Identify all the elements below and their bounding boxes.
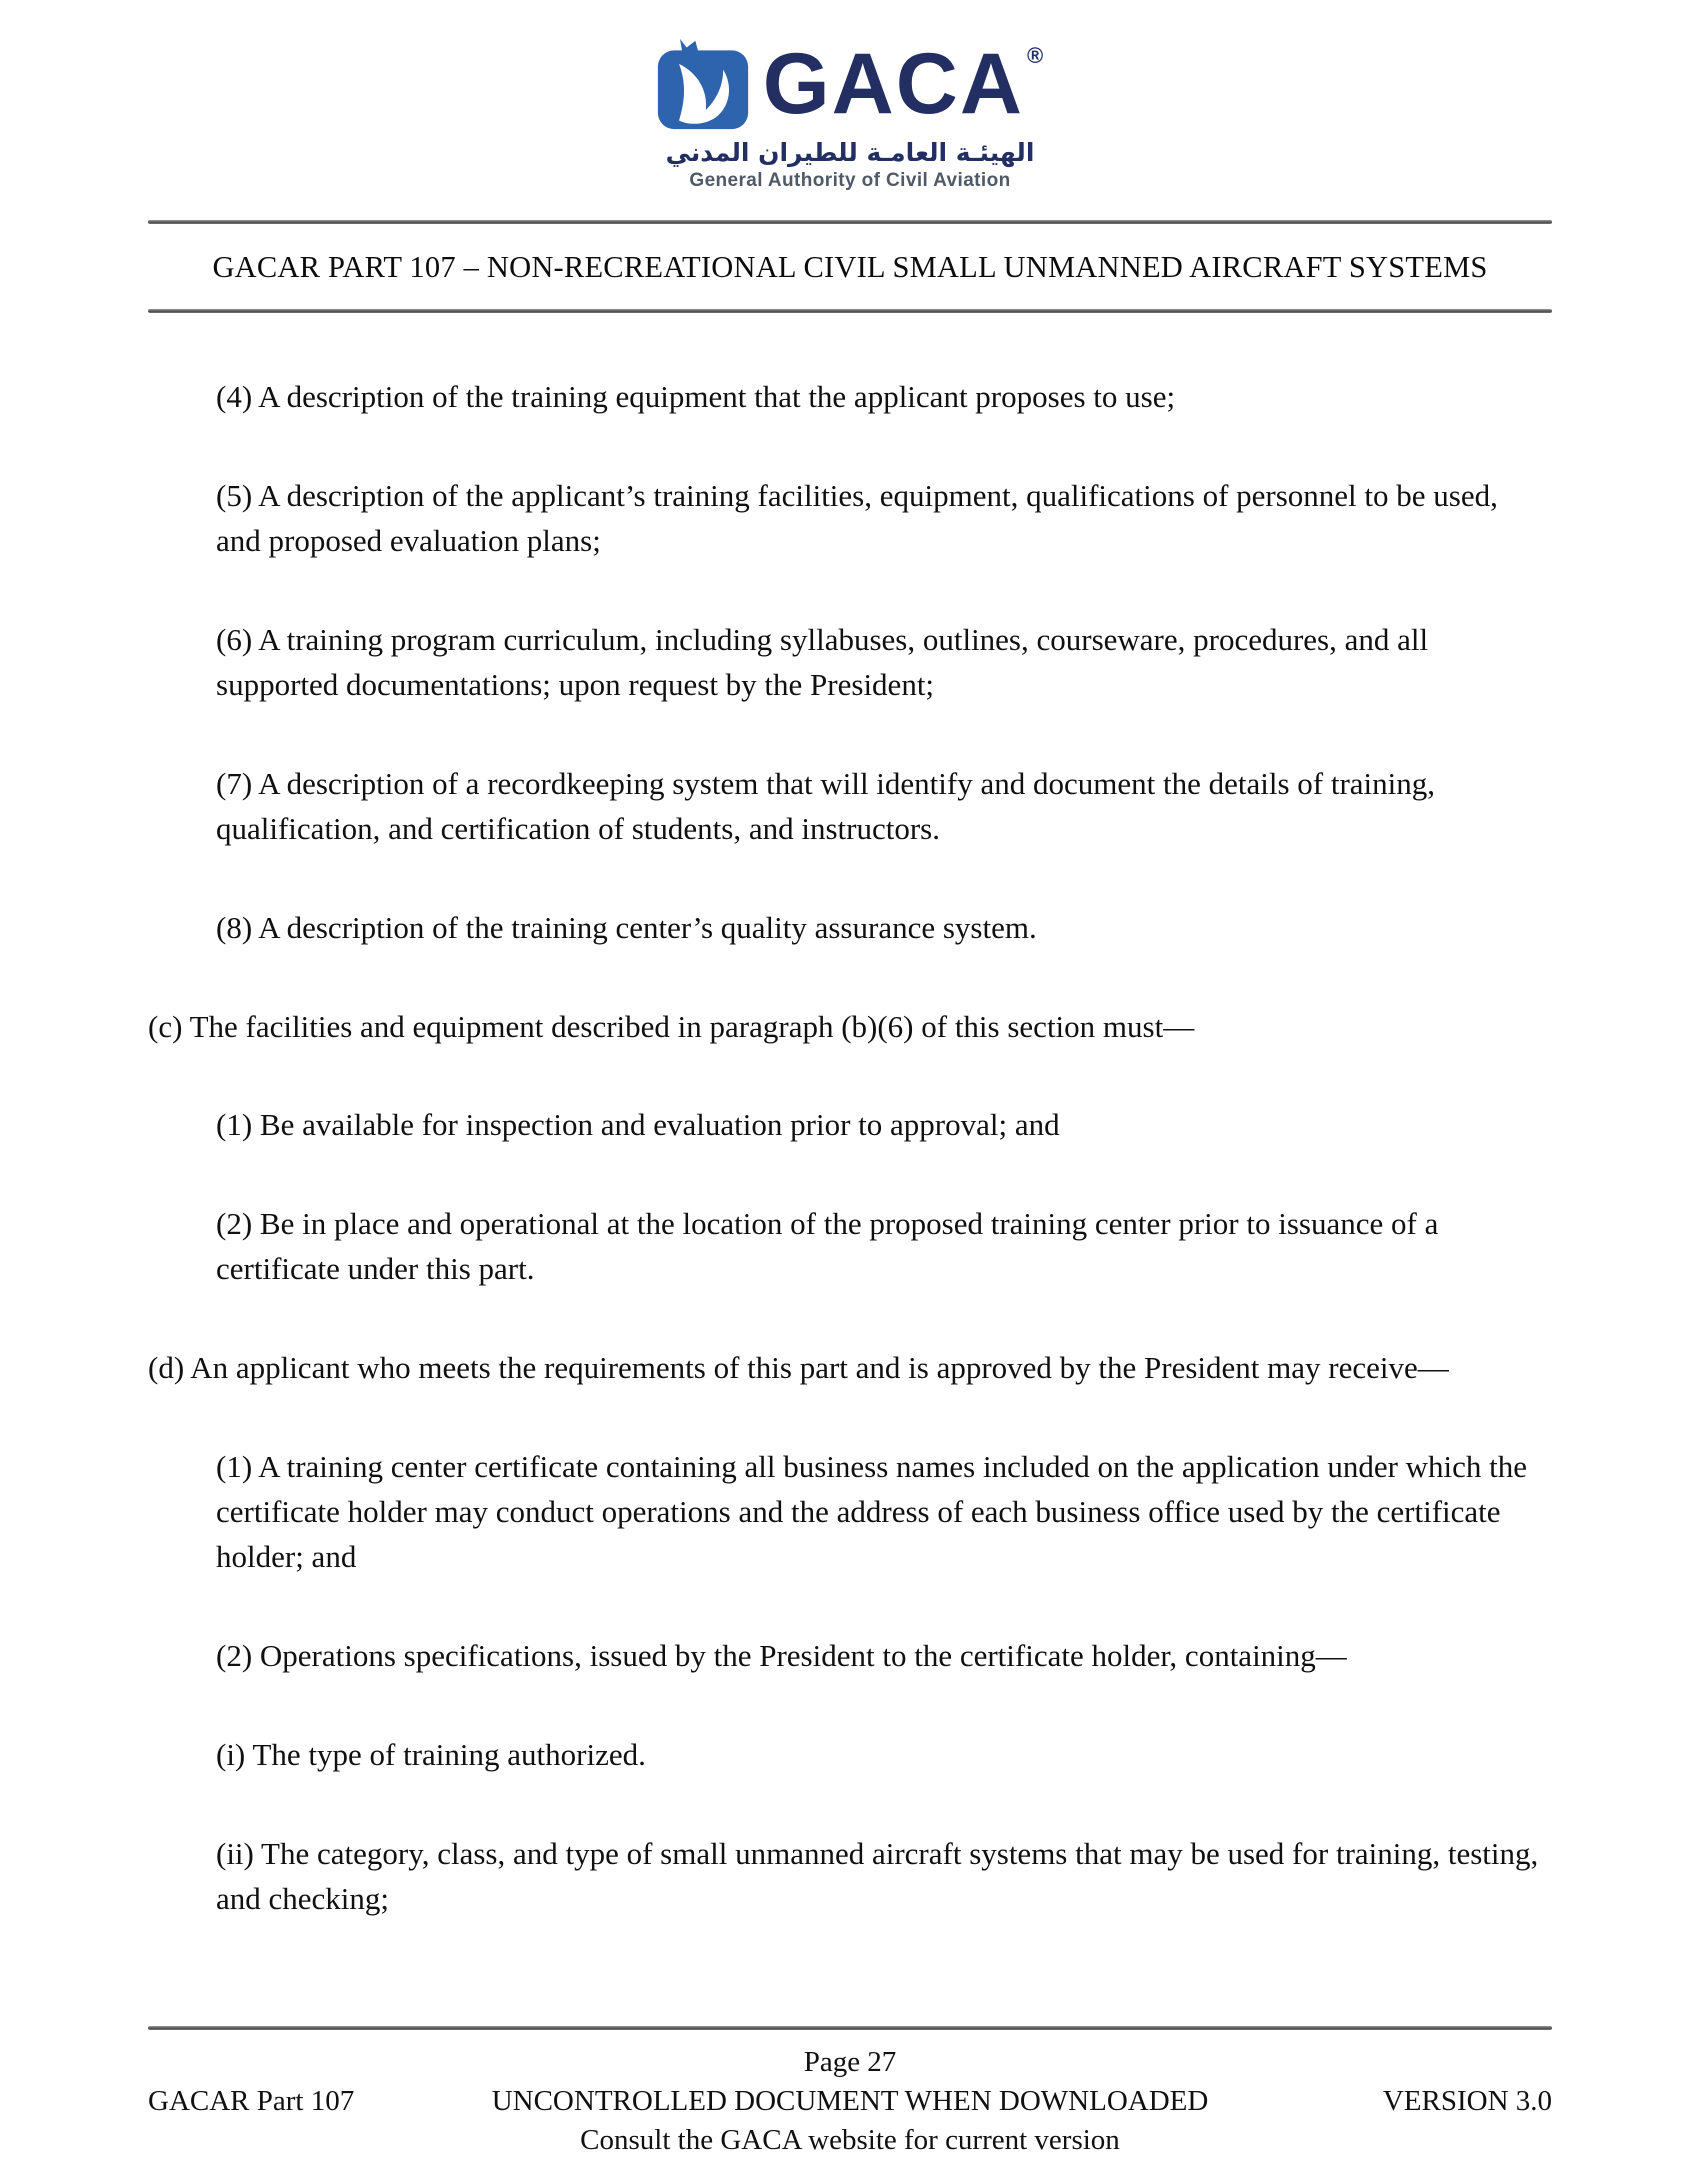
paragraph: (1) Be available for inspection and evaluation prior to approval; and [216,1107,1060,1143]
paragraph: (4) A description of the training equipment that the applicant proposes to use; [216,379,1176,414]
footer-note: Consult the GACA website for current version [580,2124,1120,2156]
footer-doc-id: GACAR Part 107 [148,2085,355,2117]
paragraph: (7) A description of a recordkeeping system that will identify and document the details of training, qualification, and certification of students, and instructors. [216,765,1436,846]
paragraph: (i) The type of training authorized. [216,1736,646,1772]
footer-version: VERSION 3.0 [1382,2085,1553,2117]
paragraph: (c) The facilities and equipment described in paragraph (b)(6) of this section must— [148,1008,1195,1044]
paragraph: (d) An applicant who meets the requirements of this part and is approved by the President may receive— [148,1350,1449,1386]
document-title: GACAR PART 107 – NON-RECREATIONAL CIVIL SMALL UNMANNED AIRCRAFT SYSTEMS [212,250,1488,284]
registered-mark: ® [1027,43,1046,68]
brand-wordmark: GACA [762,36,1024,132]
header-rule-bottom [148,309,1552,313]
gaca-english-name: General Authority of Civil Aviation [689,170,1011,191]
paragraph: (2) Operations specifications, issued by the President to the certificate holder, containing— [216,1638,1347,1673]
paragraph: (2) Be in place and operational at the location of the proposed training center prior to issuance of a certificate under this part. [216,1206,1439,1287]
paragraph: (5) A description of the applicant’s training facilities, equipment, qualifications of personnel to be used, and proposed evaluation plans; [216,477,1498,558]
paragraph: (1) A training center certificate containing all business names included on the application under which the certificate holder may conduct operations and the address of each business office used by the certificate holder; and [216,1449,1528,1575]
paragraph: (ii) The category, class, and type of small unmanned aircraft systems that may be used for training, testing, and checking; [216,1835,1539,1916]
page-number: Page 27 [803,2046,897,2078]
gaca-falcon-icon [655,36,751,132]
paragraph: (6) A training program curriculum, including syllabuses, outlines, courseware, procedures, and all supported documentations; upon request by the President; [216,621,1429,702]
gaca-arabic-name: الهيئـة العامـة للطيران المدني [665,138,1035,167]
footer-rule [148,2026,1552,2030]
document-footer [148,2026,1552,2157]
paragraph: (8) A description of the training center’s quality assurance system. [216,909,1037,945]
footer-warning: UNCONTROLLED DOCUMENT WHEN DOWNLOADED [491,2085,1209,2117]
gaca-logo [148,36,1552,192]
document-body [148,375,1552,1976]
gaca-brand-text [762,36,1046,132]
